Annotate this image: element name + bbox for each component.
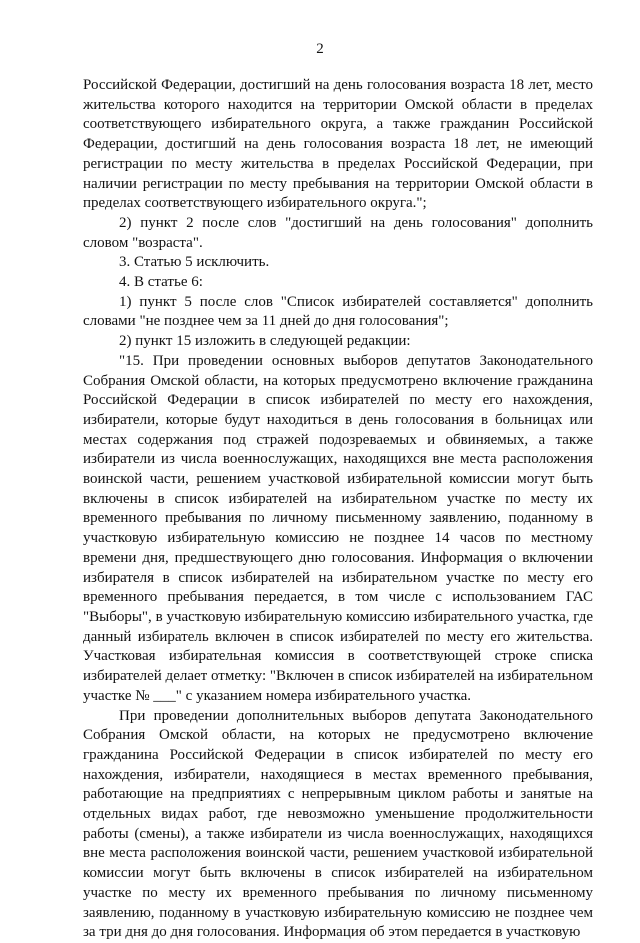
paragraph-clause-15: "15. При проведении основных выборов депутатов Законодательного Собрания Омской области, на которых предусмотрено включение гражданина Российской Федерации в список избирателей по месту его нахождения, избиратели, которые будут находиться в день голосования в больницах или местах содержания под стражей подозреваемых и обвиняемых, а также избиратели из числа военнослужащих, находящихся вне места расположения воинской части, решением участковой избирательной комиссии могут быть включены в список избирателей на избирательном участке по месту их временного пребывания по личному письменному заявлению, поданному в участковую избирательную комиссию не позднее 14 часов по местному времени дня, предшествующего дню голосования. Информация о включении избирателя в список избирателей на избирательном участке по месту его временного пребывания передается, в том числе с использованием ГАС "Выборы", в участковую избирательную комиссию избирательного участка, где данный избиратель включен в список избирателей по месту его жительства. Участковая избирательная комиссия в соответствующей строке списка избирателей делает отметку: "Включен в список избирателей на избирательном участке № ___" с указанием номера избирательного участка. [83, 352, 593, 704]
paragraph-additional-elections: При проведении дополнительных выборов депутата Законодательного Собрания Омской области, на которых не предусмотрено включение гражданина Российской Федерации в список избирателей по месту его нахождения, избиратели, находящиеся в местах временного пребывания, работающие на предприятиях с непрерывным циклом работы и занятые на отдельных видах работ, где невозможно уменьшение продолжительности работы (смены), а также избиратели из числа военнослужащих, находящихся вне места расположения воинской части, решением участковой избирательной комиссии могут быть включены в список избирателей на избирательном участке по месту их временного пребывания по личному письменному заявлению, поданному в участковую избирательную комиссию не позднее чем за три дня до дня голосования. Информация об этом передается в участковую [83, 707, 593, 941]
paragraph-amendment-point-2: 2) пункт 2 после слов "достигший на день голосования" дополнить словом "возраста". [83, 214, 593, 251]
paragraph-article-6-point-2: 2) пункт 15 изложить в следующей редакции: [119, 333, 411, 350]
paragraph-article-6-point-1: 1) пункт 5 после слов "Список избирателей составляется" дополнить словами "не позднее чем за 11 дней до дня голосования"; [83, 293, 593, 330]
paragraph-article-6-heading: 4. В статье 6: [119, 274, 203, 291]
page-number: 2 [316, 41, 324, 57]
document-body [83, 76, 593, 943]
paragraph-article-5: 3. Статью 5 исключить. [119, 254, 270, 271]
paragraph-continuation: Российской Федерации, достигший на день голосования возраста 18 лет, место жительства которого находится на территории Омской области в пределах соответствующего избирательного округа, а также гражданин Российской Федерации, достигший на день голосования возраста 18 лет, не имеющий регистрации по месту жительства в пределах Российской Федерации, при наличии регистрации по месту пребывания на территории Омской области в пределах соответствующего избирательного округа."; [83, 77, 593, 212]
